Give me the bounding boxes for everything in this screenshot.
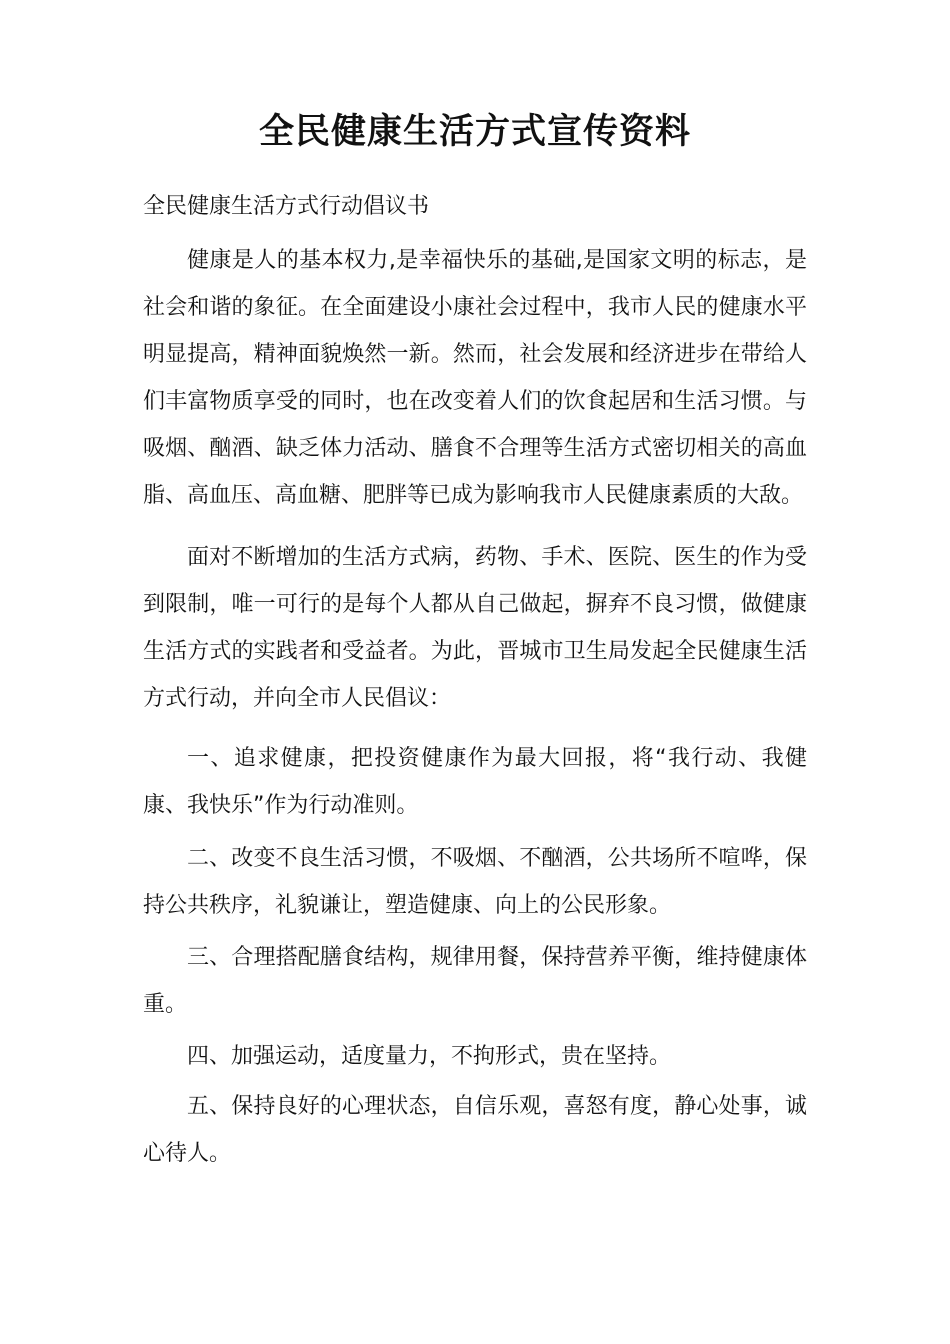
proposal-item-4: 四、加强运动，适度量力，不拘形式，贵在坚持。 — [187, 1044, 672, 1069]
paragraph-intro: 健康是人的基本权力,是幸福快乐的基础,是国家文明的标志，是社会和谐的象征。在全面建设小康社会过程中，我市人民的健康水平明显提高，精神面貌焕然一新。然而，社会发展和经济进步在带给人们丰富物质享受的同时，也在改变着人们的饮食起居和生活习惯。与吸烟、酗酒、缺乏体力活动、膳食不合理等生活方式密切相关的高血脂、高血压、高血糖、肥胖等已成为影响我市人民健康素质的大敌。 — [143, 248, 807, 508]
proposal-item-5: 五、保持良好的心理状态，自信乐观，喜怒有度，静心处事，诚心待人。 — [143, 1094, 807, 1166]
proposal-item-1: 一、追求健康，把投资健康作为最大回报，将“我行动、我健康、我快乐”作为行动准则。 — [143, 746, 807, 818]
proposal-item-2: 二、改变不良生活习惯，不吸烟、不酗酒，公共场所不喧哗，保持公共秩序，礼貌谦让，塑造健康、向上的公民形象。 — [143, 846, 807, 918]
document-title: 全民健康生活方式宣传资料 — [258, 112, 691, 152]
proposal-item-3: 三、合理搭配膳食结构，规律用餐，保持营养平衡，维持健康体重。 — [143, 945, 807, 1017]
paragraph-initiative: 面对不断增加的生活方式病，药物、手术、医院、医生的作为受到限制，唯一可行的是每个人都从自己做起，摒弃不良习惯，做健康生活方式的实践者和受益者。为此，晋城市卫生局发起全民健康生活方式行动，并向全市人民倡议： — [143, 545, 807, 711]
document-subtitle: 全民健康生活方式行动倡议书 — [143, 194, 430, 219]
